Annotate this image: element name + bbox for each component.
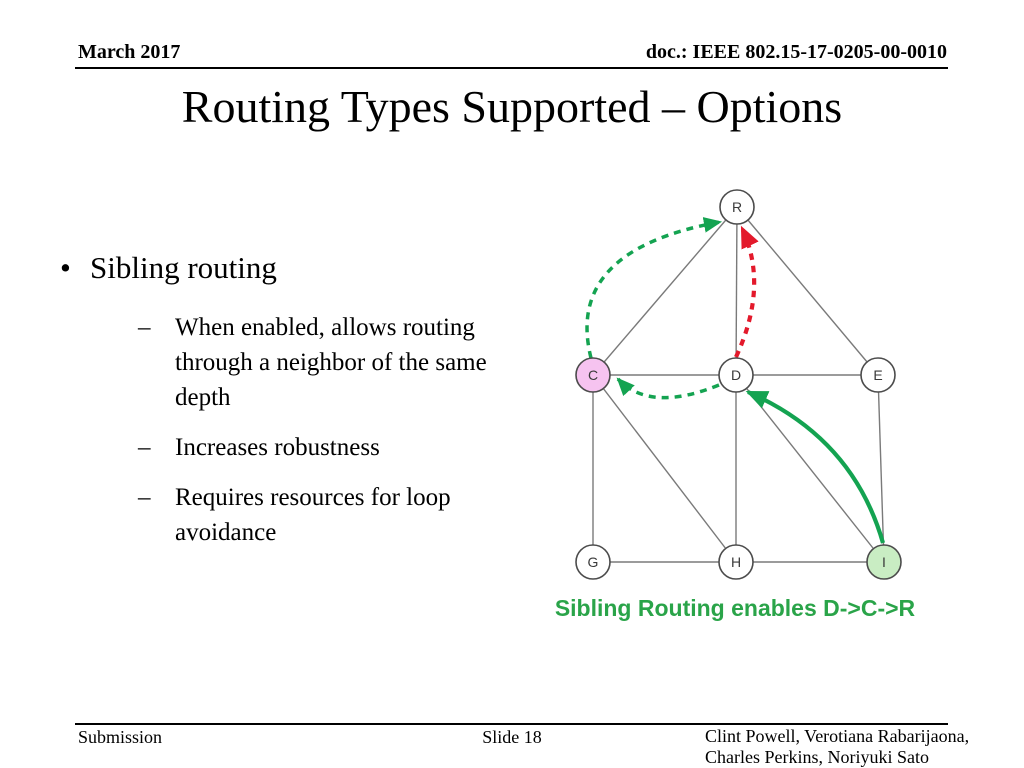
- node-label-G: G: [587, 553, 599, 570]
- header-doc-number: doc.: IEEE 802.15-17-0205-00-0010: [645, 41, 947, 63]
- sub-bullet-list: [138, 310, 550, 550]
- node-label-C: C: [587, 366, 599, 383]
- diagram-caption: Sibling Routing enables D->C->R: [554, 595, 916, 621]
- edge-R-C: [593, 207, 737, 375]
- sub-bullet-text: Increases robustness: [175, 434, 380, 461]
- sub-bullet-text: Requires resources for loop avoidance: [175, 484, 451, 546]
- dash-marker: [138, 310, 175, 415]
- node-label-D: D: [730, 366, 742, 383]
- dash-marker: [138, 430, 175, 465]
- bullet-list: [60, 248, 550, 565]
- sub-bullet-item: [138, 430, 550, 465]
- header-date: March 2017: [78, 41, 181, 63]
- edge-R-D: [736, 207, 737, 375]
- dash-marker: [138, 480, 175, 550]
- footer-submission: Submission: [78, 727, 163, 747]
- slide-number: Slide 18: [482, 727, 542, 747]
- node-label-I: I: [882, 553, 886, 570]
- header-divider: [75, 67, 948, 69]
- network-diagram: [556, 178, 976, 598]
- arrow-d-to-r-red-dashed: [736, 228, 754, 357]
- footer-authors-line1: Clint Powell, Verotiana Rabarijaona,: [705, 726, 970, 746]
- sub-bullet-item: [138, 480, 550, 550]
- footer-divider: [75, 723, 948, 725]
- page-title: Routing Types Supported – Options: [181, 81, 843, 132]
- node-label-H: H: [730, 553, 742, 570]
- footer-authors: [705, 726, 969, 768]
- arrow-d-to-c-green-dashed: [618, 379, 719, 398]
- bullet-marker: [60, 248, 90, 288]
- bullet-item-sibling-routing: [60, 248, 550, 288]
- edge-R-E: [737, 207, 878, 375]
- edge-C-H: [593, 375, 736, 562]
- arrow-c-to-r-green-dashed: [587, 222, 720, 358]
- node-label-R: R: [731, 198, 743, 215]
- sub-bullet-item: [138, 310, 550, 415]
- node-label-E: E: [873, 366, 883, 383]
- footer-authors-line2: Charles Perkins, Noriyuki Sato: [705, 747, 929, 767]
- bullet-text: Sibling routing: [90, 250, 277, 285]
- edge-D-I: [736, 375, 884, 562]
- sub-bullet-text: When enabled, allows routing through a neighbor of the same depth: [175, 314, 487, 411]
